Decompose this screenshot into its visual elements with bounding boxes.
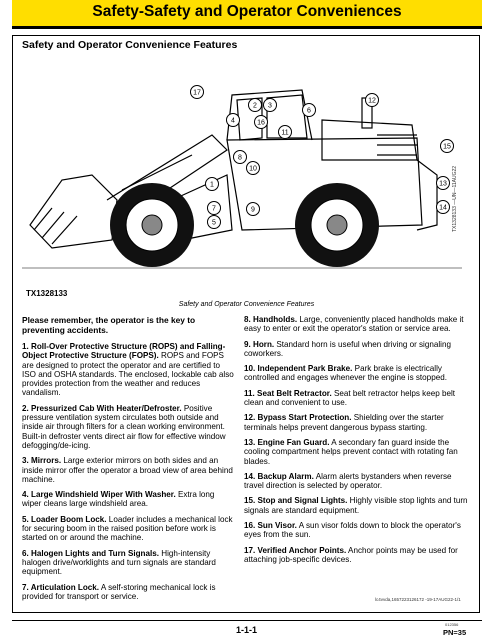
document-code: lc4vvda,1657223126172 -19-17AUG22-1/1 xyxy=(375,597,461,602)
feature-title: 10. Independent Park Brake. xyxy=(244,364,353,374)
feature-title: 2. Pressurized Cab With Heater/Defroster. xyxy=(22,403,182,413)
feature-text: Anchor points may be used for attaching job-specific devices. xyxy=(244,545,458,564)
document-version: 012356 xyxy=(445,622,459,627)
callout-number: 12 xyxy=(368,97,376,105)
section-title: Safety and Operator Convenience Features xyxy=(22,39,238,51)
feature-text: High-intensity halogen drive/worklights and turn signals are standard equipment. xyxy=(22,548,216,577)
feature-item xyxy=(244,438,472,466)
feature-title: 7. Articulation Lock. xyxy=(22,582,100,592)
feature-title: 12. Bypass Start Protection. xyxy=(244,413,352,423)
feature-title: 8. Handholds. xyxy=(244,315,298,324)
feature-title: 9. Horn. xyxy=(244,339,275,349)
feature-title: 5. Loader Boom Lock. xyxy=(22,514,107,524)
feature-title: 1. Roll-Over Protective Structure (ROPS) and Falling-Object Protective Structure (FOPS). xyxy=(22,342,226,361)
engine-hood xyxy=(322,120,417,160)
feature-item xyxy=(22,515,234,543)
feature-item xyxy=(22,404,234,450)
callout-number: 13 xyxy=(439,180,447,188)
feature-text: Positive pressure ventilation system circulates both outside and inside air through filters for a clean working environment. Built-in defroster vents direct air flow for effective window defogging/de-icing. xyxy=(22,403,226,450)
callout-number: 1 xyxy=(210,181,214,189)
feature-text: Extra long wiper cleans large windshield area. xyxy=(22,490,215,509)
feature-item xyxy=(244,340,472,359)
callout-number: 5 xyxy=(212,219,216,227)
feature-text: Highly visible stop lights and turn signals are standard equipment. xyxy=(244,496,468,515)
pn-number: PN=35 xyxy=(443,628,467,637)
feature-text: A sun visor folds down to block the operator's eyes from the sun. xyxy=(244,521,461,540)
page-title: Safety-Safety and Operator Conveniences xyxy=(92,3,402,20)
feature-item xyxy=(22,490,234,509)
callout-number: 10 xyxy=(249,165,257,173)
rear-wheel xyxy=(295,183,379,267)
figure-id: TX1328133 xyxy=(26,289,68,298)
feature-title: 3. Mirrors. xyxy=(22,456,62,466)
callout-number: 2 xyxy=(253,102,257,110)
feature-item xyxy=(244,315,472,334)
feature-item xyxy=(22,456,234,484)
feature-text: Standard horn is useful when driving or signaling coworkers. xyxy=(244,339,451,358)
callout-number: 16 xyxy=(257,119,265,127)
feature-text: Shielding over the starter terminals helps prevent dangerous bypass starting. xyxy=(244,413,444,432)
feature-text: ROPS and FOPS are designed to protect the operator and are certified to ISO and OSHA standards. The enclosed, lockable cab also provides protection from the weather and reduces vandalism. xyxy=(22,351,234,398)
feature-text: Park brake is electrically controlled and engages whenever the engine is stopped. xyxy=(244,364,447,383)
feature-item xyxy=(244,496,472,515)
feature-text: Large, conveniently placed handholds make it easy to enter or exit the operator's station or service area. xyxy=(244,315,464,334)
feature-item xyxy=(244,521,472,540)
feature-text: Large exterior mirrors on both sides and an inside mirror offer the operator a broad view of area behind machine. xyxy=(22,456,233,484)
right-column xyxy=(244,315,472,570)
callout-number: 9 xyxy=(251,206,255,214)
callout-number: 15 xyxy=(443,143,451,151)
feature-item xyxy=(22,583,234,602)
feature-item xyxy=(22,549,234,577)
feature-title: 6. Halogen Lights and Turn Signals. xyxy=(22,548,160,558)
loader-illustration xyxy=(22,80,462,285)
callout-number: 6 xyxy=(307,107,311,115)
feature-title: 4. Large Windshield Wiper With Washer. xyxy=(22,490,176,500)
feature-text: Loader includes a mechanical lock for securing boom in the raised position before work is started on or around the machine. xyxy=(22,514,233,543)
feature-text: A self-storing mechanical lock is provided for transport or service. xyxy=(22,582,216,601)
callout-number: 17 xyxy=(193,89,201,97)
feature-text: Seat belt retractor helps keep belt clean and convenient to use. xyxy=(244,388,456,408)
feature-title: 15. Stop and Signal Lights. xyxy=(244,496,348,506)
left-column xyxy=(22,315,234,607)
feature-text: Alarm alerts bystanders when reverse travel direction is selected by operator. xyxy=(244,471,452,491)
feature-item xyxy=(244,413,472,432)
feature-text: A secondary fan guard inside the cooling compartment helps prevent contact with rotating fan blades. xyxy=(244,437,458,466)
intro-text: Please remember, the operator is the key to preventing accidents. xyxy=(22,315,196,335)
callout-number: 4 xyxy=(231,117,235,125)
feature-item xyxy=(22,342,234,398)
figure-side-code: TX1328133 —UN—11AUG22 xyxy=(452,165,458,232)
callout-number: 7 xyxy=(212,205,216,213)
callout-number: 11 xyxy=(281,129,289,137)
feature-title: 14. Backup Alarm. xyxy=(244,471,314,481)
feature-title: 13. Engine Fan Guard. xyxy=(244,437,330,447)
figure-caption: Safety and Operator Convenience Features xyxy=(178,301,315,308)
callout-number: 14 xyxy=(439,204,447,212)
feature-item xyxy=(244,472,472,491)
feature-title: 16. Sun Visor. xyxy=(244,521,297,531)
callout-number: 3 xyxy=(268,102,272,110)
callout-number: 8 xyxy=(238,154,242,162)
feature-item xyxy=(244,364,472,383)
feature-list-left xyxy=(22,342,234,601)
front-wheel xyxy=(110,183,194,267)
feature-title: 17. Verified Anchor Points. xyxy=(244,545,347,555)
feature-title: 11. Seat Belt Retractor. xyxy=(244,388,332,398)
footer-divider xyxy=(12,620,482,621)
feature-item xyxy=(244,546,472,565)
page-number: 1-1-1 xyxy=(235,625,257,635)
feature-item xyxy=(244,389,472,408)
feature-list-right xyxy=(244,315,472,564)
